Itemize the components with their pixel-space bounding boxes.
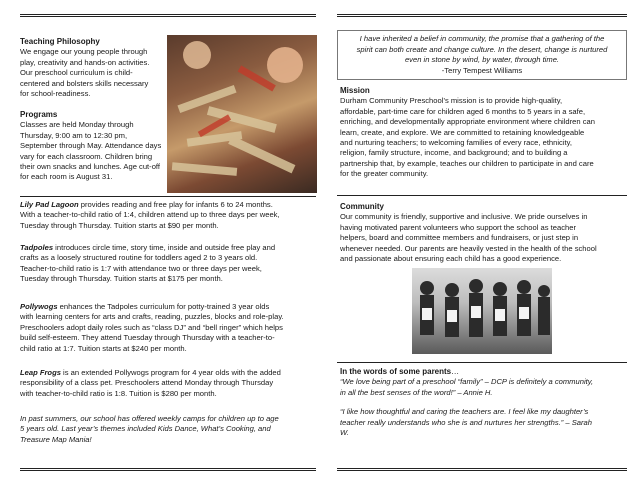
text-line: crafts as a loosely structured routine for toddlers aged 2 to 3 years old. (20, 253, 258, 263)
tadpoles-title: Tadpoles (20, 243, 54, 252)
text-line (20, 200, 316, 210)
text-line: Classes are held Monday through (20, 120, 134, 130)
text-line: and passionate about ensuring each child has a good experience. (340, 254, 562, 264)
mission-section (340, 86, 630, 180)
lily-pad-title: Lily Pad Lagoon (20, 200, 79, 209)
divider-right-1 (337, 195, 627, 196)
text-line: 5 years old. Last year’s themes included Kids Dance, What’s Cooking, and (20, 424, 271, 434)
text-line: With a teacher-to-child ratio of 1:4, children attend up to three days per week, (20, 210, 280, 220)
text-segment: provides reading and free play for infants 6 to 24 months. (78, 200, 273, 209)
text-line: helpers, board and committee members and fundraisers, or just step in (340, 233, 579, 243)
text-line: learn, create, and explore. We are committed to retaining knowledgeable (340, 127, 585, 137)
text-line: Tuesday through Thursday. Tuition starts at $90 per month. (20, 220, 219, 230)
quote-line: teacher really understands who she is and nurtures her strengths.” – Sarah (340, 417, 592, 427)
pollywogs-section (20, 302, 316, 354)
programs-heading: Programs (20, 110, 58, 119)
quote-line: W. (340, 428, 349, 438)
text-line: build self-esteem. They attend Tuesday through Thursday with a teacher-to- (20, 333, 275, 343)
text-line: Our community is friendly, supportive and inclusive. We pride ourselves in (340, 212, 588, 222)
text-line: Preschoolers adopt daily roles such as “class DJ” and “bell ringer” which helps (20, 322, 283, 332)
leap-frogs-section (20, 368, 316, 399)
parents-heading-text: In the words of some parents (340, 367, 452, 376)
mission-heading: Mission (340, 86, 370, 95)
quote-line: “I like how thoughtful and caring the teachers are. I feel like my daughter’s (340, 407, 589, 417)
text-line (20, 243, 316, 253)
text-line (20, 302, 316, 312)
text-line: Thursday, 9:00 am to 12:30 pm, (20, 130, 128, 140)
lily-pad-section (20, 200, 316, 231)
text-line: with learning centers for arts and crafts, reading, puzzles, blocks and role-play. (20, 312, 284, 322)
summer-camps-section (20, 414, 316, 445)
text-line: child ratio at 1:7. Tuition starts at $240 per month. (20, 343, 187, 353)
quote-line: spirit can both create and change culture. In the desert, change is nurtured (356, 44, 608, 54)
text-line: whenever needed. Our parents are heavily vested in the health of the school (340, 243, 597, 253)
spacer (340, 398, 630, 407)
text-segment: is an extended Pollywogs program for 4 year olds with the added (60, 368, 281, 377)
text-line (20, 368, 316, 378)
text-line: Teacher-to-child ratio is 1:7 with attendance two or three days per week, (20, 263, 262, 273)
bottom-rule-left (20, 468, 316, 471)
teaching-philosophy-section (20, 37, 166, 99)
text-line: Treasure Map Mania! (20, 434, 92, 444)
top-rule-right (337, 14, 627, 17)
parent-quotes-section (340, 367, 630, 438)
programs-section (20, 110, 196, 183)
quote-line: “We love being part of a preschool “family” – DCP is definitely a community, (340, 377, 594, 387)
text-line: with teacher-to-child ratio is 1:8. Tuition is $280 per month. (20, 388, 217, 398)
text-line: In past summers, our school has offered weekly camps for children up to age (20, 414, 279, 423)
text-line: partnership that, by example, teaches our children to participate in and care (340, 158, 594, 168)
parents-heading (340, 367, 630, 377)
text-line: Our preschool curriculum is child- (20, 68, 133, 78)
leap-frogs-title: Leap Frogs (20, 368, 61, 377)
text-line: their own snacks and lunches. Age cut-off (20, 162, 161, 172)
community-heading: Community (340, 202, 384, 211)
text-segment: enhances the Tadpoles curriculum for potty-trained 3 year olds (57, 302, 270, 311)
parents-heading-suffix: … (451, 367, 460, 376)
text-line: Tuesday through Thursday. Tuition starts at $175 per month. (20, 274, 223, 284)
text-line: responsibility of a class pet. Preschoolers attend Monday through Thursday (20, 378, 274, 388)
text-line: September through May. Attendance days (20, 141, 162, 151)
divider-left (20, 196, 316, 197)
text-line: enriching, and developmentally appropriate environment where children can (340, 117, 595, 127)
text-line: We engage our young people through (20, 47, 148, 57)
text-line: and nurturing teachers; to welcoming families of every race, ethnicity, (340, 138, 572, 148)
teaching-philosophy-heading: Teaching Philosophy (20, 37, 100, 46)
text-line: affordable, part-time care for children aged 6 months to 5 years in a safe, (340, 106, 586, 116)
text-line: centered and bolsters skills necessary (20, 78, 149, 88)
bottom-rule-right (337, 468, 627, 471)
quote-box (337, 30, 627, 80)
text-segment: introduces circle time, story time, inside and outside free play and (53, 243, 276, 252)
text-line: for each room is August 31. (20, 172, 113, 182)
quote-line: in all the best senses of the word!” – Annie H. (340, 387, 493, 397)
text-line: religion, family structure, income, and background; and to building a (340, 148, 568, 158)
pollywogs-title: Pollywogs (20, 302, 58, 311)
text-line: vary for each classroom. Children bring (20, 151, 153, 161)
top-rule-left (20, 14, 316, 17)
quote-line: I have inherited a belief in community, the promise that a gathering of the (359, 34, 605, 43)
text-line: for school-readiness. (20, 89, 91, 99)
divider-right-2 (337, 362, 627, 363)
children-group-photo (412, 268, 552, 354)
text-line: for the greater community. (340, 169, 429, 179)
tadpoles-section (20, 243, 316, 285)
quote-line: even in stone by wind, by water, through time. (404, 55, 560, 65)
text-line: Durham Community Preschool’s mission is to provide high-quality, (340, 96, 563, 106)
text-line: having motivated parent volunteers who support the school as teacher (340, 222, 576, 232)
quote-attribution: -Terry Tempest Williams (441, 65, 523, 75)
text-line: play, creativity and hands-on activities. (20, 57, 150, 67)
community-section (340, 202, 630, 264)
